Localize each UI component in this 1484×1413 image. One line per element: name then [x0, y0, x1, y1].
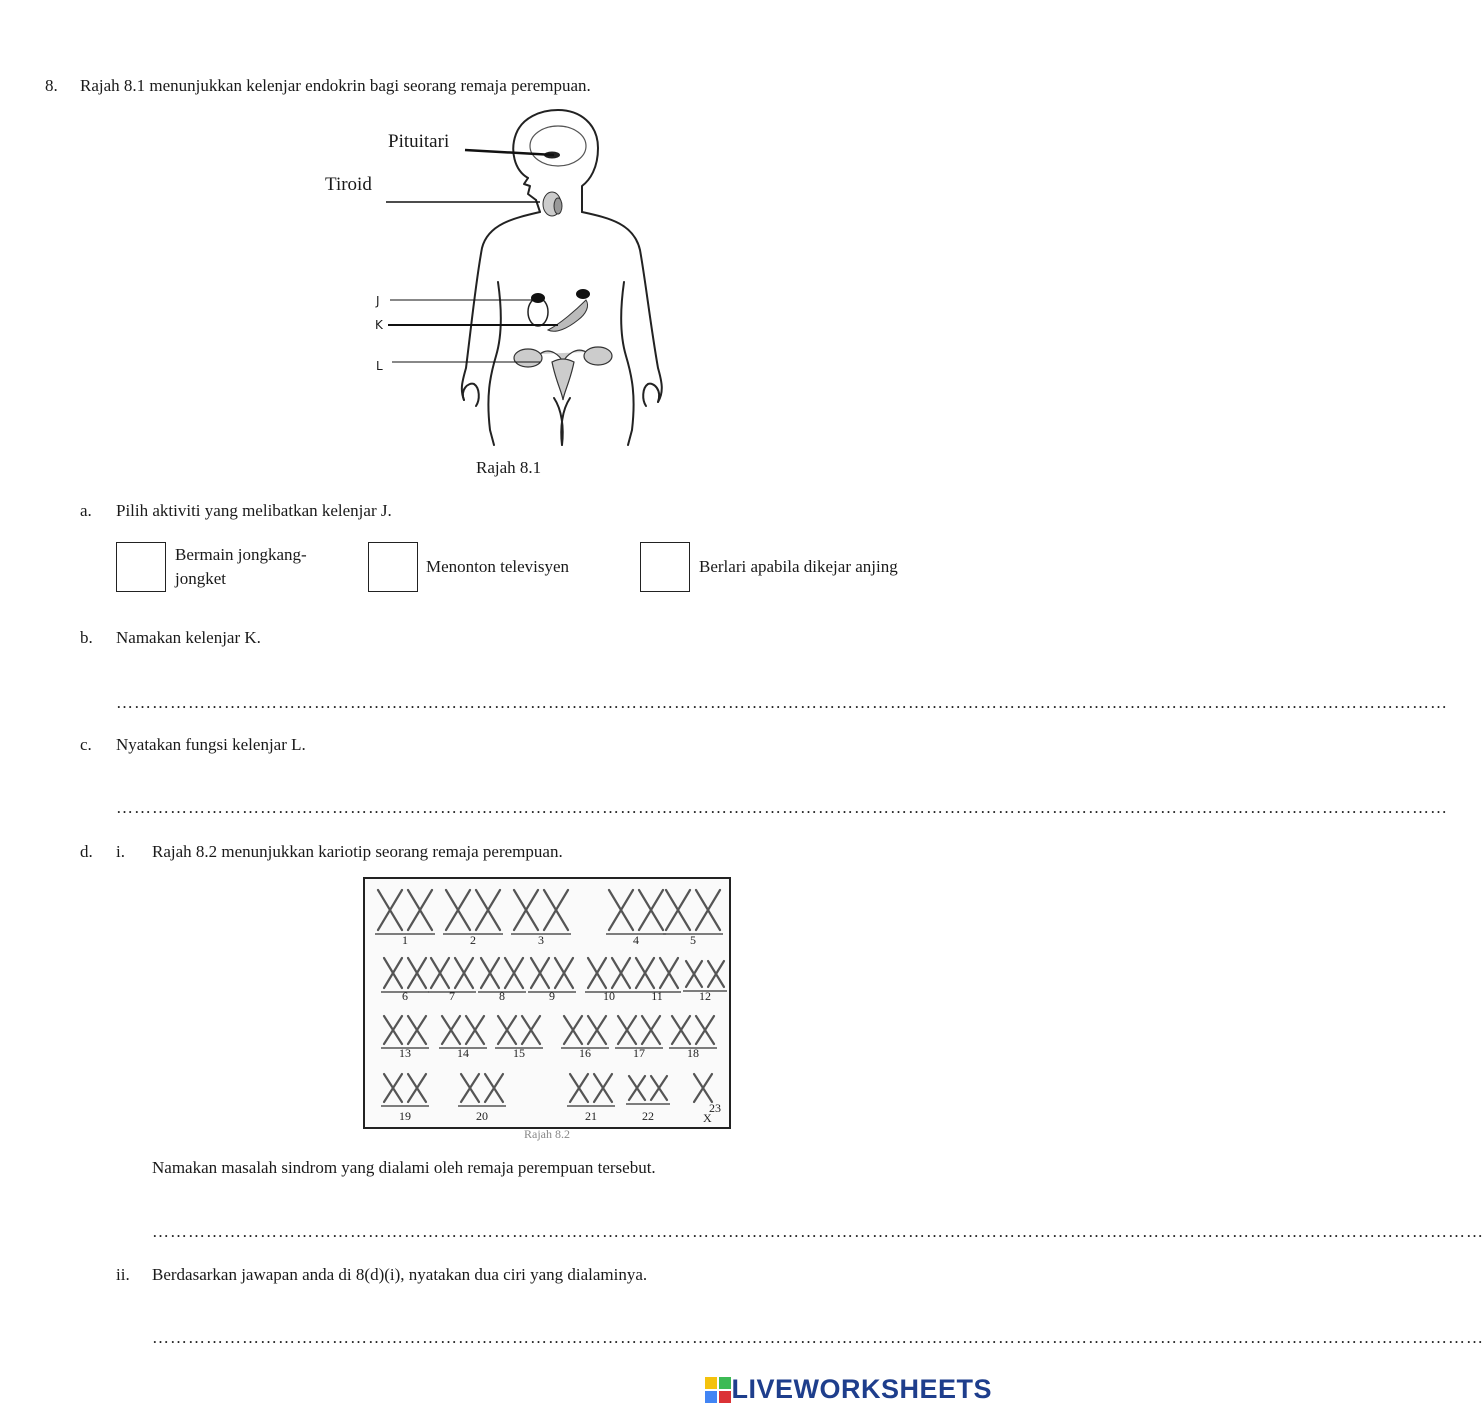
chromosome-number: 18	[687, 1046, 699, 1060]
chromosome-number: 20	[476, 1109, 488, 1123]
figure-8-2-karyotype	[363, 876, 731, 1141]
label-tiroid: Tiroid	[325, 174, 372, 195]
chr-23-x-label: X	[703, 1111, 712, 1125]
chromosome-number: 19	[399, 1109, 411, 1123]
question-stem: Rajah 8.1 menunjukkan kelenjar endokrin bagi seorang remaja perempuan.	[80, 76, 591, 95]
chromosome-number: 13	[399, 1046, 411, 1060]
liveworksheets-logo[interactable]	[705, 1374, 992, 1405]
label-k: K	[375, 318, 383, 332]
part-b-answer-line[interactable]: ……………………………………………………………………………………………………………………………………………………………………………………………………	[116, 693, 1448, 712]
label-j: J	[376, 294, 380, 308]
option-3-checkbox[interactable]	[640, 542, 690, 592]
chromosome-number: 17	[633, 1046, 645, 1060]
chromosome-number: 6	[402, 989, 408, 1003]
part-d-i-prompt: Rajah 8.2 menunjukkan kariotip seorang remaja perempuan.	[152, 842, 563, 861]
ovaries-uterus	[514, 347, 612, 400]
part-d-i-question: Namakan masalah sindrom yang dialami oleh remaja perempuan tersebut.	[152, 1158, 656, 1177]
pancreas	[548, 300, 588, 331]
part-b-letter: b.	[80, 628, 93, 647]
part-d-i-label: i.	[116, 842, 125, 861]
chromosome-number: 8	[499, 989, 505, 1003]
option-1-checkbox[interactable]	[116, 542, 166, 592]
logo-text: LIVEWORKSHEETS	[731, 1374, 992, 1404]
label-pituitari: Pituitari	[388, 131, 450, 152]
figure-8-1-endocrine-diagram	[300, 100, 700, 455]
logo-grid-icon	[705, 1377, 731, 1403]
chromosome-number: 2	[470, 933, 476, 947]
option-2-checkbox[interactable]	[368, 542, 418, 592]
chromosome-number: 9	[549, 989, 555, 1003]
part-a-letter: a.	[80, 501, 92, 520]
chromosome-number: 7	[449, 989, 455, 1003]
option-2-label: Menonton televisyen	[426, 557, 570, 576]
part-d-ii-prompt: Berdasarkan jawapan anda di 8(d)(i), nyatakan dua ciri yang dialaminya.	[152, 1265, 648, 1284]
option-1-line-1: Bermain jongkang-	[175, 545, 307, 564]
brain-outline	[530, 126, 586, 166]
chromosome-number: 1	[402, 933, 408, 947]
chromosome-number: 22	[642, 1109, 654, 1123]
part-c-prompt: Nyatakan fungsi kelenjar L.	[116, 735, 306, 754]
part-c-answer-line[interactable]: ……………………………………………………………………………………………………………………………………………………………………………………………………	[116, 798, 1448, 817]
part-d-i-answer-line[interactable]: ……………………………………………………………………………………………………………………………………………………………………………………………………	[152, 1222, 1484, 1241]
chromosome-number: 11	[651, 989, 663, 1003]
thyroid-gland	[543, 192, 562, 216]
part-c-letter: c.	[80, 735, 92, 754]
chr-23-number: 23	[709, 1101, 721, 1115]
option-3-label: Berlari apabila dikejar anjing	[699, 557, 898, 576]
figure-8-2-caption-cut: Rajah 8.2	[524, 1127, 570, 1141]
label-l: L	[376, 359, 383, 373]
chromosome-number: 10	[603, 989, 615, 1003]
chromosome-number: 5	[690, 933, 696, 947]
chromosome-number: 15	[513, 1046, 525, 1060]
part-d-ii-answer-line[interactable]: ……………………………………………………………………………………………………………………………………………………………………………………………………	[152, 1328, 1484, 1347]
chromosome-number: 12	[699, 989, 711, 1003]
question-number: 8.	[45, 76, 58, 95]
chromosome-number: 14	[457, 1046, 469, 1060]
option-1-line-2: jongket	[175, 569, 226, 588]
part-d-ii-label: ii.	[116, 1265, 130, 1284]
chromosome-number: 21	[585, 1109, 597, 1123]
chromosome-number: 16	[579, 1046, 591, 1060]
leader-lines	[386, 150, 558, 362]
chromosome-number: 4	[633, 933, 639, 947]
part-d-letter: d.	[80, 842, 93, 861]
part-b-prompt: Namakan kelenjar K.	[116, 628, 261, 647]
chromosome-number: 3	[538, 933, 544, 947]
figure-8-1-caption: Rajah 8.1	[476, 458, 542, 477]
part-a-prompt: Pilih aktiviti yang melibatkan kelenjar J.	[116, 501, 392, 520]
